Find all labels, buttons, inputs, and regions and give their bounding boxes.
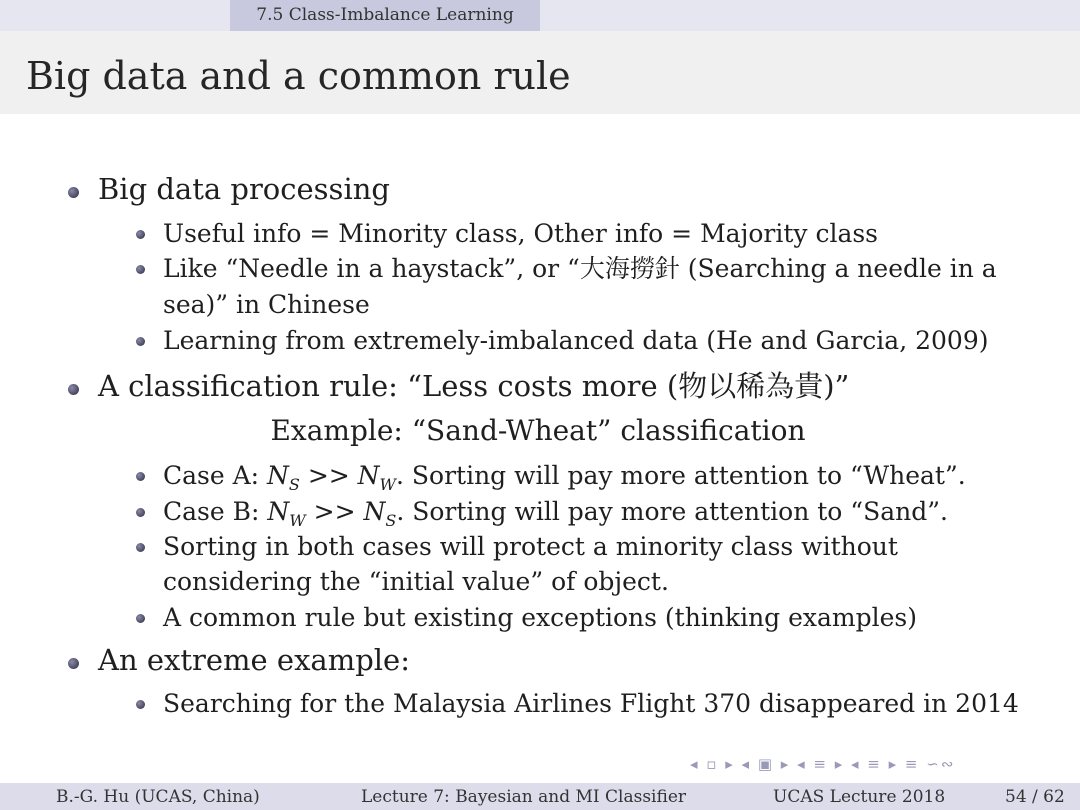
section-tab[interactable]: 7.5 Class-Imbalance Learning: [230, 0, 540, 31]
beamer-navigation-icons[interactable]: ◂ ▫ ▸ ◂ ▣ ▸ ◂ ≡ ▸ ◂ ≡ ▸ ≡ ∽∾: [690, 755, 956, 773]
footer-lecture: Lecture 7: Bayesian and MI Classifier: [361, 787, 687, 807]
sub-bullet-common-rule: A common rule but existing exceptions (thinking examples): [163, 600, 917, 635]
bullet-icon: [136, 472, 145, 481]
bullet-extreme-example: An extreme example:: [98, 643, 410, 678]
title-bar: [0, 31, 1080, 114]
footer-page-number: 54 / 62: [1005, 787, 1065, 807]
sub-bullet-needle-cont: sea)” in Chinese: [163, 290, 370, 319]
sub-bullet-mh370: Searching for the Malaysia Airlines Flight 370 disappeared in 2014: [163, 686, 1019, 721]
sub-bullet-learning: Learning from extremely-imbalanced data (He and Garcia, 2009): [163, 323, 988, 358]
bullet-icon: [136, 543, 145, 552]
slide-title: Big data and a common rule: [26, 54, 571, 98]
header-bar: [0, 0, 1080, 31]
sub-bullet-sorting: Sorting in both cases will protect a minority class without: [163, 529, 898, 564]
sub-bullet-case-b: Case B: $N_W >> N_S$. Sorting will pay more attention to “Sand”.: [163, 494, 948, 538]
footer-bar: [0, 783, 1080, 810]
example-line: Example: “Sand-Wheat” classification: [270, 414, 806, 447]
bullet-icon: [136, 614, 145, 623]
footer-venue: UCAS Lecture 2018: [773, 787, 946, 807]
sub-bullet-sorting-cont: considering the “initial value” of object.: [163, 567, 669, 596]
footer-author: B.-G. Hu (UCAS, China): [56, 787, 260, 807]
bullet-icon: [68, 384, 79, 395]
bullet-icon: [136, 230, 145, 239]
sub-bullet-case-a: Case A: $N_S >> N_W$. Sorting will pay more attention to “Wheat”.: [163, 458, 966, 502]
bullet-icon: [136, 700, 145, 709]
sub-bullet-useful-info: Useful info = Minority class, Other info = Majority class: [163, 216, 878, 251]
bullet-icon: [68, 187, 79, 198]
bullet-icon: [136, 265, 145, 274]
bullet-icon: [68, 658, 79, 669]
bullet-icon: [136, 337, 145, 346]
bullet-classification-rule: A classification rule: “Less costs more (物以稀為貴)”: [98, 369, 849, 404]
bullet-icon: [136, 508, 145, 517]
sub-bullet-needle: Like “Needle in a haystack”, or “大海撈針 (Searching a needle in a: [163, 251, 997, 286]
bullet-big-data: Big data processing: [98, 172, 390, 207]
